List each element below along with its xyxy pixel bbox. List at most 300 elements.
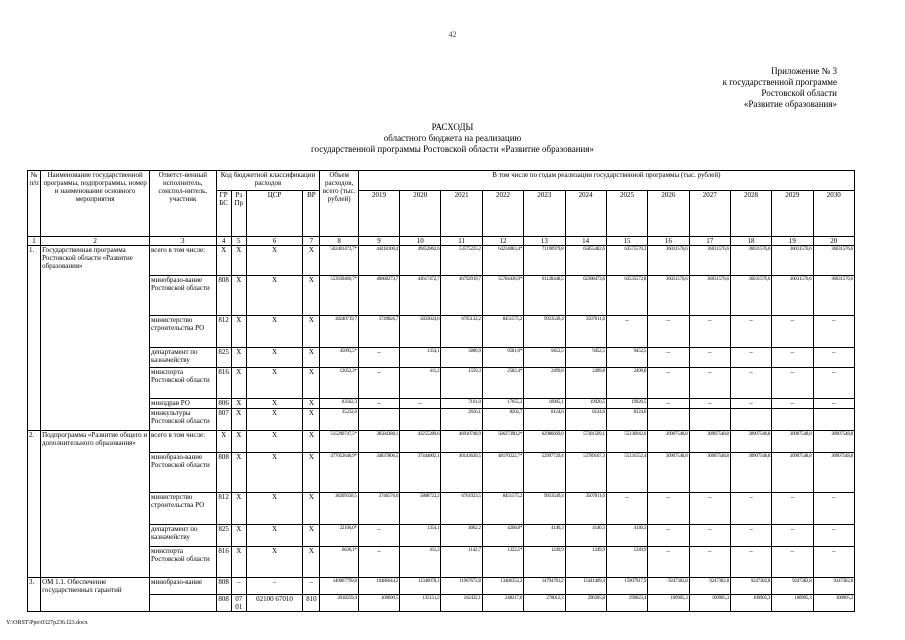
header-year: 2027	[689, 191, 730, 237]
year-value-cell: 30907548,8	[730, 453, 771, 493]
csr-cell: X	[246, 316, 302, 348]
responsible-cell: всего в том числе:	[150, 431, 217, 453]
table-row	[28, 399, 855, 409]
row-number-cell	[28, 368, 41, 399]
year-value-cell: 2499,8	[606, 368, 647, 399]
year-value-cell: –	[730, 493, 771, 525]
year-value-cell: 100905,3	[689, 594, 730, 611]
year-value-cell: 40143620,5	[441, 453, 482, 493]
heading-subtitle: государственной программы Ростовской области «Развитие образования»	[311, 144, 594, 154]
responsible-cell: минздрав РО	[150, 399, 217, 409]
program-name-cell	[41, 316, 150, 348]
year-value-cell: 71190979,8	[524, 246, 565, 276]
row-number-cell: 2.	[28, 431, 41, 453]
year-value-cell: –	[689, 316, 730, 348]
year-value-cell: 2582,4*	[482, 368, 523, 399]
program-name-cell	[41, 368, 150, 399]
column-number: 8	[320, 237, 358, 246]
vr-cell: X	[303, 276, 320, 316]
csr-cell: X	[246, 276, 302, 316]
year-value-cell: –	[648, 368, 689, 399]
responsible-cell	[150, 594, 217, 611]
vr-cell: X	[303, 493, 320, 525]
year-value-cell: 30907548,8	[648, 453, 689, 493]
year-value-cell: 4062,2	[441, 525, 482, 547]
year-value-cell: 36031576,6	[648, 246, 689, 276]
year-value-cell: –	[730, 368, 771, 399]
rzpr-cell: X	[231, 276, 246, 316]
total-cell: 38209358,5	[320, 493, 358, 525]
year-value-cell: 34837806,5	[358, 453, 399, 493]
year-value-cell: 30907548,8	[689, 431, 730, 453]
table-row	[28, 453, 855, 493]
year-value-cell: 30907548,8	[772, 431, 813, 453]
header-year: 2024	[565, 191, 606, 237]
year-value-cell: –	[648, 547, 689, 578]
year-value-cell	[358, 409, 399, 431]
responsible-cell: минобразо-вание Ростовской области	[150, 276, 217, 316]
year-value-cell: 65855482,6	[565, 246, 606, 276]
appendix-line: Ростовской области	[761, 88, 837, 98]
responsible-cell: министерство строительства РО	[150, 493, 217, 525]
header-name: Наименование государственной программы, подпрограммы, номер и наименование основного мероприятия	[41, 171, 150, 237]
table-row	[28, 368, 855, 399]
appendix-line: Приложение № 3	[771, 66, 837, 76]
year-value-cell: 62986669,0	[524, 431, 565, 453]
table-row	[28, 316, 855, 348]
expenses-table	[27, 170, 855, 612]
appendix-caption	[597, 66, 837, 110]
program-name-cell: Государственная программа Ростовской области «Развитие образования»	[41, 246, 150, 276]
grbs-cell: 825	[216, 525, 231, 547]
total-cell: 502401473,7*	[320, 246, 358, 276]
program-name-cell: ОМ 1.1. Обеспечение государственных гарантий	[41, 578, 150, 595]
year-value-cell: –	[772, 547, 813, 578]
year-value-cell: 2499,8	[565, 368, 606, 399]
total-cell: 22106,0*	[320, 525, 358, 547]
year-value-cell: –	[358, 368, 399, 399]
year-value-cell: 36031576,6	[730, 276, 771, 316]
column-number: 1	[28, 237, 41, 246]
vr-cell: X	[303, 316, 320, 348]
year-value-cell: –	[358, 399, 399, 409]
year-value-cell: 37444802,1	[400, 453, 441, 493]
column-number: 2	[41, 237, 150, 246]
year-value-cell: 63535572,8	[606, 276, 647, 316]
program-name-cell	[41, 547, 150, 578]
year-value-cell: 1249,9	[606, 547, 647, 578]
year-value-cell: –	[400, 399, 441, 409]
year-value-cell: 43255289,6	[400, 431, 441, 453]
year-value-cell: 1142,7	[441, 547, 482, 578]
row-number-cell	[28, 409, 41, 431]
vr-cell: X	[303, 525, 320, 547]
year-value-cell: –	[772, 348, 813, 368]
program-name-cell	[41, 276, 150, 316]
year-value-cell: 9933549,4	[524, 316, 565, 348]
column-number: 11	[441, 237, 482, 246]
appendix-line: «Развитие образования»	[743, 99, 837, 109]
year-value-cell: –	[772, 316, 813, 348]
table-row	[28, 348, 855, 368]
table-row	[28, 431, 855, 453]
document-heading	[0, 122, 905, 155]
header-year: 2022	[482, 191, 523, 237]
row-number-cell	[28, 493, 41, 525]
header-year: 2019	[358, 191, 399, 237]
heading-title: РАСХОДЫ	[431, 122, 474, 132]
year-value-cell: 9452,5	[606, 348, 647, 368]
year-value-cell: 278012,3	[524, 594, 565, 611]
year-value-cell: 1559,3	[441, 368, 482, 399]
header-budget-code: Код бюджетной классификации расходов	[216, 171, 320, 191]
year-value-cell: –	[689, 348, 730, 368]
year-value-cell: 55784436,9*	[482, 276, 523, 316]
header-years-group: В том числе по годам реализации государственной программы (тыс. рублей)	[358, 171, 854, 191]
year-value-cell: 36031576,6	[772, 276, 813, 316]
grbs-cell: 806	[216, 399, 231, 409]
table-row	[28, 276, 855, 316]
csr-cell: –	[246, 578, 302, 595]
total-cell: 45095,5*	[320, 348, 358, 368]
year-value-cell: –	[813, 316, 854, 348]
year-value-cell: 100905,3	[772, 594, 813, 611]
year-value-cell: –	[730, 547, 771, 578]
year-value-cell: –	[358, 348, 399, 368]
rzpr-cell: X	[231, 409, 246, 431]
rzpr-cell: X	[231, 368, 246, 399]
year-value-cell: 8202,7	[482, 409, 523, 431]
table-row	[28, 525, 855, 547]
page-number: 42	[448, 30, 457, 39]
year-value-cell: 15907917,9	[606, 578, 647, 595]
total-cell: 2018259,4	[320, 594, 358, 611]
header-year: 2029	[772, 191, 813, 237]
column-number: 9	[358, 237, 399, 246]
year-value-cell: 15441409,4	[565, 578, 606, 595]
csr-cell: X	[246, 493, 302, 525]
program-name-cell	[41, 493, 150, 525]
year-value-cell: 3507011,6	[565, 493, 606, 525]
row-number-cell	[28, 453, 41, 493]
year-value-cell: –	[648, 399, 689, 409]
year-value-cell: –	[648, 316, 689, 348]
year-value-cell: 9247382,8	[772, 578, 813, 595]
column-number: 6	[246, 237, 302, 246]
year-value-cell: 36031576,6	[813, 246, 854, 276]
year-value-cell: 30907548,8	[689, 453, 730, 493]
rzpr-cell: X	[231, 453, 246, 493]
year-value-cell: –	[689, 525, 730, 547]
column-number: 14	[565, 237, 606, 246]
grbs-cell: 816	[216, 547, 231, 578]
total-cell: 140067799,8	[320, 578, 358, 595]
column-number: 12	[482, 237, 523, 246]
year-value-cell: 43617472,7	[400, 276, 441, 316]
header-year: 2030	[813, 191, 854, 237]
header-year: 2023	[524, 191, 565, 237]
header-year: 2020	[400, 191, 441, 237]
year-value-cell: 19920,5	[606, 399, 647, 409]
program-name-cell	[41, 348, 150, 368]
year-value-cell: 100690,5	[358, 594, 399, 611]
year-value-cell: –	[813, 348, 854, 368]
year-value-cell: 6765132,2	[441, 316, 482, 348]
year-value-cell: 7161,0	[441, 399, 482, 409]
year-value-cell	[400, 409, 441, 431]
year-value-cell	[689, 409, 730, 431]
csr-cell: X	[246, 547, 302, 578]
row-number-cell	[28, 594, 41, 611]
row-number-cell	[28, 547, 41, 578]
header-vr: ВР	[303, 191, 320, 237]
column-number: 3	[150, 237, 217, 246]
year-value-cell: 56627390,2*	[482, 431, 523, 453]
column-number: 18	[730, 237, 771, 246]
year-value-cell	[648, 409, 689, 431]
year-value-cell: 36031576,6	[689, 246, 730, 276]
year-value-cell: 55131552,4	[606, 453, 647, 493]
vr-cell: X	[303, 348, 320, 368]
year-value-cell: –	[813, 547, 854, 578]
grbs-cell: X	[216, 431, 231, 453]
year-value-cell: 9452,5	[565, 348, 606, 368]
year-value-cell: –	[648, 525, 689, 547]
total-cell: 38240719,7	[320, 316, 358, 348]
year-value-cell: 9247382,8	[813, 578, 854, 595]
header-year: 2026	[648, 191, 689, 237]
year-value-cell: 53789167,3	[565, 453, 606, 493]
year-value-cell: –	[689, 399, 730, 409]
csr-cell: X	[246, 246, 302, 276]
header-csr: ЦСР	[246, 191, 302, 237]
column-number: 20	[813, 237, 854, 246]
year-value-cell: –	[813, 525, 854, 547]
csr-cell: X	[246, 431, 302, 453]
year-value-cell: 30907548,8	[772, 453, 813, 493]
year-value-cell: –	[689, 493, 730, 525]
row-number-cell: 3.	[28, 578, 41, 595]
year-value-cell: 36031576,6	[730, 246, 771, 276]
year-value-cell: 4140,3	[565, 525, 606, 547]
year-value-cell: 8124,6	[606, 409, 647, 431]
csr-cell: X	[246, 368, 302, 399]
year-value-cell: 4140,3	[524, 525, 565, 547]
year-value-cell: –	[730, 525, 771, 547]
year-value-cell: –	[358, 525, 399, 547]
csr-cell: X	[246, 525, 302, 547]
grbs-cell: 816	[216, 368, 231, 399]
year-value-cell: 18905,1	[524, 399, 565, 409]
year-value-cell: 64234083,4*	[482, 246, 523, 276]
csr-cell: X	[246, 409, 302, 431]
year-value-cell: 8451575,2	[482, 493, 523, 525]
year-value-cell: 10486644,2	[358, 578, 399, 595]
header-num: № п/п	[28, 171, 41, 237]
year-value-cell: 135151,2	[400, 594, 441, 611]
column-number: 13	[524, 237, 565, 246]
year-value-cell	[813, 409, 854, 431]
year-value-cell: 248217,6	[482, 594, 523, 611]
responsible-cell: департамент по казначейству	[150, 348, 217, 368]
vr-cell: –	[303, 578, 320, 595]
rzpr-cell: X	[231, 431, 246, 453]
year-value-cell: –	[689, 368, 730, 399]
year-value-cell: 52997729,4	[524, 453, 565, 493]
column-number: 4	[216, 237, 231, 246]
vr-cell: 810	[303, 594, 320, 611]
header-total: Объем расходов, всего (тыс. рублей)	[320, 171, 358, 237]
vr-cell: X	[303, 246, 320, 276]
year-value-cell: 61128448,5	[524, 276, 565, 316]
year-value-cell: –	[730, 348, 771, 368]
rzpr-cell: –	[231, 578, 246, 595]
year-value-cell: 48170222,7*	[482, 453, 523, 493]
header-rzpr: Рз Пр	[231, 191, 246, 237]
program-name-cell	[41, 594, 150, 611]
column-number: 7	[303, 237, 320, 246]
total-cell: 477052646,9*	[320, 453, 358, 493]
year-value-cell: –	[772, 493, 813, 525]
program-name-cell	[41, 453, 150, 493]
total-cell: 83562,3	[320, 399, 358, 409]
year-value-cell: –	[730, 399, 771, 409]
year-value-cell: 36031576,6	[813, 276, 854, 316]
responsible-cell: департамент по казначейству	[150, 525, 217, 547]
header-year: 2025	[606, 191, 647, 237]
header-year: 2021	[441, 191, 482, 237]
year-value-cell: 9933549,4	[524, 493, 565, 525]
year-value-cell: 9247382,8	[689, 578, 730, 595]
vr-cell: X	[303, 431, 320, 453]
year-value-cell: 2499,8	[524, 368, 565, 399]
column-number: 5	[231, 237, 246, 246]
grbs-cell: 808	[216, 276, 231, 316]
csr-cell: X	[246, 348, 302, 368]
year-value-cell	[730, 409, 771, 431]
rzpr-cell: X	[231, 348, 246, 368]
csr-cell: X	[246, 399, 302, 409]
year-value-cell: 4268,8*	[482, 525, 523, 547]
year-value-cell: –	[730, 316, 771, 348]
year-value-cell: 299023,4	[606, 594, 647, 611]
year-value-cell: 30907548,8	[813, 431, 854, 453]
row-number-cell	[28, 399, 41, 409]
row-number-cell	[28, 276, 41, 316]
year-value-cell: 30907548,8	[730, 431, 771, 453]
csr-cell: X	[246, 453, 302, 493]
grbs-cell: 825	[216, 348, 231, 368]
row-number-cell	[28, 348, 41, 368]
year-value-cell: 8451575,2	[482, 316, 523, 348]
column-number: 15	[606, 237, 647, 246]
year-value-cell: 9581,0*	[482, 348, 523, 368]
row-number-cell	[28, 316, 41, 348]
year-value-cell: 1322,5*	[482, 547, 523, 578]
year-value-cell: –	[648, 493, 689, 525]
rzpr-cell: X	[231, 316, 246, 348]
program-name-cell	[41, 399, 150, 409]
year-value-cell: 9247382,8	[648, 578, 689, 595]
year-value-cell: 19920,5	[565, 399, 606, 409]
total-cell: 515290747,5*	[320, 431, 358, 453]
responsible-cell: минобразо-вание Ростовской области	[150, 453, 217, 493]
total-cell: 35232,6	[320, 409, 358, 431]
year-value-cell: 55136942,6	[606, 431, 647, 453]
year-value-cell: 57301569,1	[565, 431, 606, 453]
grbs-cell: 812	[216, 493, 231, 525]
vr-cell: X	[303, 453, 320, 493]
grbs-cell: 807	[216, 409, 231, 431]
year-value-cell: –	[813, 368, 854, 399]
row-number-cell	[28, 525, 41, 547]
heading-subtitle: областного бюджета на реализацию	[383, 133, 522, 143]
rzpr-cell: X	[231, 493, 246, 525]
year-value-cell: –	[606, 493, 647, 525]
rzpr-cell: X	[231, 246, 246, 276]
responsible-cell: минкультуры Ростовской области	[150, 409, 217, 431]
program-name-cell	[41, 409, 150, 431]
vr-cell: X	[303, 547, 320, 578]
year-value-cell: 9247382,8	[730, 578, 771, 595]
year-value-cell: 36031576,6	[772, 246, 813, 276]
year-value-cell: 36031576,6	[689, 276, 730, 316]
year-value-cell: 63575570,3	[606, 246, 647, 276]
year-value-cell: 30907548,8	[648, 431, 689, 453]
rzpr-cell: X	[231, 399, 246, 409]
table-row	[28, 493, 855, 525]
year-value-cell: 1354,1	[400, 348, 441, 368]
total-cell: 553930469,7*	[320, 276, 358, 316]
year-value-cell: 1249,9	[565, 547, 606, 578]
year-value-cell: 2656,1	[441, 409, 482, 431]
vr-cell: X	[303, 409, 320, 431]
year-value-cell: 36031576,6	[648, 276, 689, 316]
year-value-cell: 3749826,7	[358, 316, 399, 348]
year-value-cell: 9452,5	[524, 348, 565, 368]
table-row	[28, 246, 855, 276]
year-value-cell: 411,2	[400, 368, 441, 399]
year-value-cell: 30907548,8	[813, 453, 854, 493]
year-value-cell: 5806,9	[441, 348, 482, 368]
year-value-cell: 4140,3	[606, 525, 647, 547]
table-row	[28, 547, 855, 578]
year-value-cell: –	[648, 348, 689, 368]
column-number: 19	[772, 237, 813, 246]
responsible-cell: минспорта Ростовской области	[150, 368, 217, 399]
year-value-cell	[772, 409, 813, 431]
year-value-cell: –	[772, 525, 813, 547]
header-responsible: Ответст-венный исполнитель, соиспол-нитель, участник	[150, 171, 217, 237]
header-year: 2028	[730, 191, 771, 237]
year-value-cell: 290205,8	[565, 594, 606, 611]
year-value-cell: 100905,3	[648, 594, 689, 611]
grbs-cell: X	[216, 246, 231, 276]
year-value-cell: –	[772, 399, 813, 409]
grbs-cell: 808	[216, 594, 231, 611]
rzpr-cell: X	[231, 525, 246, 547]
responsible-cell: всего в том числе:	[150, 246, 217, 276]
vr-cell: X	[303, 399, 320, 409]
program-name-cell: Подпрограмма «Развитие общего и дополнительного образования»	[41, 431, 150, 453]
year-value-cell: –	[772, 368, 813, 399]
year-value-cell: 411,2	[400, 547, 441, 578]
program-name-cell	[41, 525, 150, 547]
total-cell: 6636,1*	[320, 547, 358, 578]
year-value-cell: 162432,1	[441, 594, 482, 611]
year-value-cell: 44418100,4	[358, 246, 399, 276]
column-number: 10	[400, 237, 441, 246]
